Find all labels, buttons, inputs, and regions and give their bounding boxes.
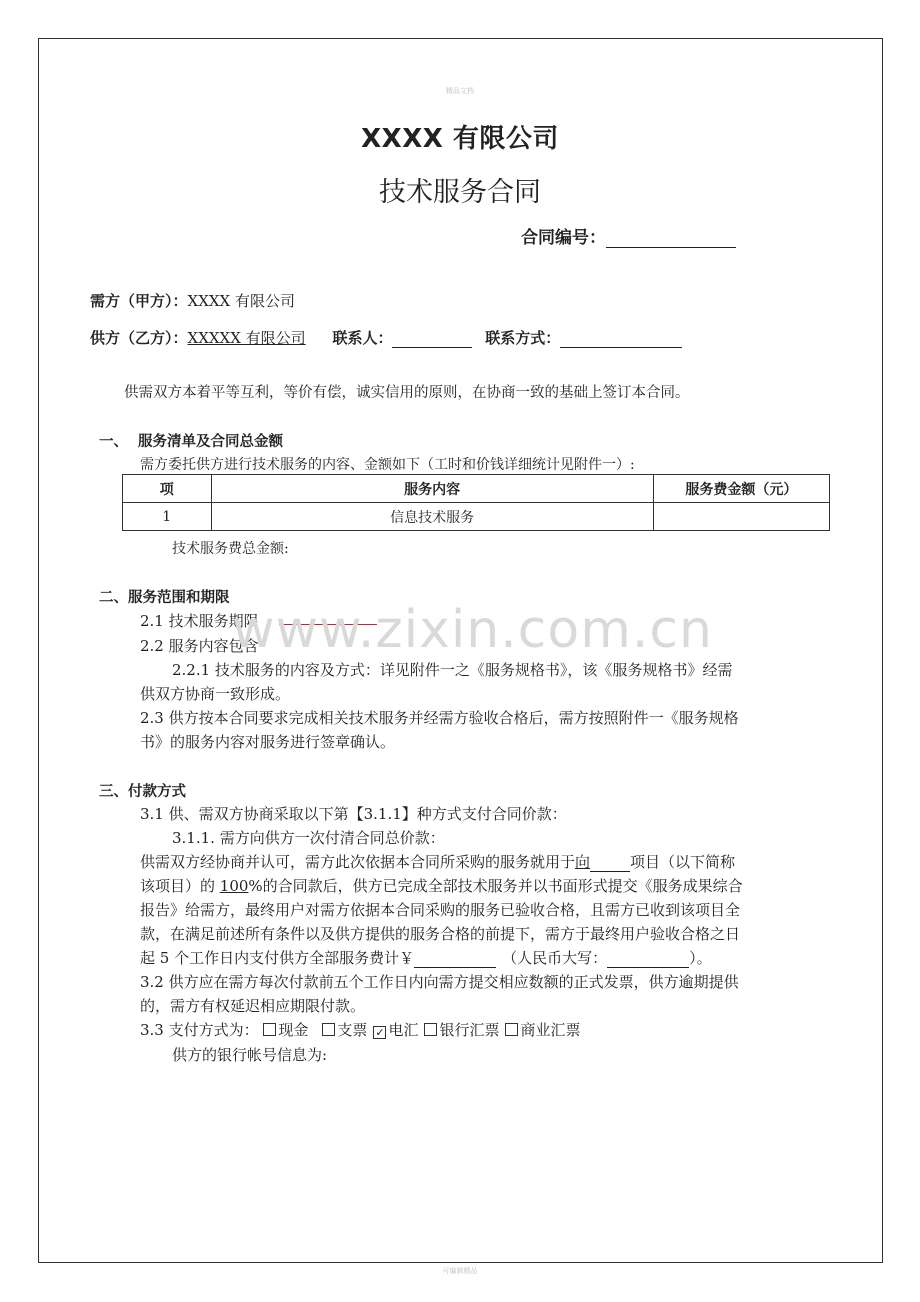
party-a-label: 需方（甲方）： — [90, 292, 188, 310]
party-b-label: 供方（乙方）： — [90, 329, 188, 347]
section-2-heading: 二、服务范围和期限 — [99, 590, 230, 606]
checkbox-icon[interactable] — [505, 1023, 518, 1036]
payment-percent: 100 — [219, 877, 249, 895]
footer-note: 可编辑精品 — [442, 1267, 478, 1275]
section-1-title: 服务清单及合同总金额 — [138, 434, 283, 450]
section-1-heading — [99, 430, 283, 451]
payment-options — [263, 1021, 586, 1039]
table-row — [123, 503, 830, 531]
payment-option[interactable] — [373, 1021, 418, 1039]
item-2-2-1-line1: 2.2.1 技术服务的内容及方式：详见附件一之《服务规格书》，该《服务规格书》经需 — [172, 661, 733, 679]
contract-number-blank[interactable] — [606, 229, 736, 248]
watermark: www.zixin.com.cn — [232, 600, 713, 660]
payment-para-line1 — [140, 851, 735, 872]
project-name-blank[interactable] — [590, 855, 630, 872]
party-a-line — [90, 290, 295, 311]
checkbox-icon[interactable] — [263, 1023, 276, 1036]
item-2-3-line2: 书》的服务内容对服务进行签章确认。 — [140, 733, 396, 751]
party-b-line — [90, 327, 682, 348]
col-header-item: 项 — [123, 475, 212, 503]
payment-option[interactable] — [505, 1021, 580, 1039]
item-3-2-line2: 的，需方有权延迟相应期限付款。 — [140, 997, 366, 1015]
item-3-1-1: 3.1.1. 需方向供方一次付清合同总价款： — [172, 829, 445, 847]
col-header-amount: 服务费金额（元） — [653, 475, 829, 503]
item-2-2-1-line2: 供双方协商一致形成。 — [140, 685, 291, 703]
contact-label: 联系人： — [332, 329, 393, 347]
payment-para-text: 供需双方经协商并认可，需方此次依据本合同所采购的服务就用于 — [140, 853, 576, 871]
item-2-2: 2.2 服务内容包含 — [140, 637, 259, 655]
payment-para-line2 — [140, 875, 743, 896]
document-title: XXXX 有限公司 — [361, 124, 559, 154]
header-note: 精品文档 — [446, 87, 474, 95]
payment-para-text: 该项目）的 — [140, 877, 220, 895]
payment-para-line4: 款，在满足前述所有条件以及供方提供的服务合格的前提下，需方于最终用户验收合格之日 — [140, 925, 741, 943]
item-3-2-line1: 3.2 供方应在需方每次付款前五个工作日内向需方提交相应数额的正式发票，供方逾期提供 — [140, 973, 739, 991]
amount-figure-blank[interactable] — [414, 951, 496, 968]
party-b-name: XXXXX 有限公司 — [187, 329, 306, 347]
payment-option-label: 电汇 — [388, 1021, 419, 1039]
payment-option-label: 现金 — [278, 1021, 309, 1039]
payment-method-line — [140, 1019, 586, 1040]
document-subtitle: 技术服务合同 — [379, 177, 541, 208]
service-table — [122, 474, 830, 531]
section-3-heading: 三、付款方式 — [99, 784, 186, 800]
contract-number — [521, 223, 736, 248]
table-header-row — [123, 475, 830, 503]
cell-content: 信息技术服务 — [211, 503, 653, 531]
section-1-lead: 需方委托供方进行技术服务的内容、金额如下（工时和价钱详细统计见附件一）: — [140, 457, 635, 473]
contact-blank[interactable] — [392, 331, 472, 348]
section-1-number: 一、 — [99, 434, 128, 450]
item-3-1: 3.1 供、需双方协商采取以下第【3.1.1】种方式支付合同价款： — [140, 805, 567, 823]
payment-method-label: 3.3 支付方式为： — [140, 1021, 259, 1039]
project-prefix: 向 — [575, 853, 591, 871]
contract-number-label: 合同编号： — [521, 228, 606, 248]
cell-item: 1 — [123, 503, 212, 531]
party-a-name: XXXX 有限公司 — [187, 292, 295, 310]
payment-option[interactable] — [263, 1021, 308, 1039]
col-header-content: 服务内容 — [211, 475, 653, 503]
payment-option-label: 商业汇票 — [520, 1021, 581, 1039]
payment-option[interactable] — [424, 1021, 499, 1039]
checkbox-icon[interactable] — [322, 1023, 335, 1036]
payment-para-text: 起 5 个工作日内支付供方全部服务费计￥ — [140, 949, 415, 967]
payment-option-label: 支票 — [337, 1021, 368, 1039]
checkbox-checked-icon[interactable]: ✓ — [375, 1026, 385, 1039]
checkbox-icon[interactable] — [424, 1023, 437, 1036]
payment-para-line3: 报告》给需方，最终用户对需方依据本合同采购的服务已验收合格，且需方已收到该项目全 — [140, 901, 741, 919]
cell-amount[interactable] — [653, 503, 829, 531]
amount-words-blank[interactable] — [607, 951, 689, 968]
contact-method-label: 联系方式： — [485, 329, 561, 347]
payment-para-text: 项目（以下简称 — [630, 853, 736, 871]
payment-option-label: 银行汇票 — [439, 1021, 500, 1039]
payment-option[interactable] — [322, 1021, 367, 1039]
intro-paragraph: 供需双方本着平等互利，等价有偿，诚实信用的原则，在协商一致的基础上签订本合同。 — [124, 385, 690, 401]
payment-para-text: （人民币大写： — [502, 949, 608, 967]
bank-info-label: 供方的银行帐号信息为: — [172, 1046, 328, 1064]
contact-method-blank[interactable] — [560, 331, 682, 348]
item-2-1: 2.1 技术服务期限 — [140, 612, 259, 630]
payment-para-text: ）。 — [689, 949, 712, 967]
total-amount-label: 技术服务费总金额: — [172, 541, 289, 557]
payment-para-line5 — [140, 947, 712, 968]
item-2-3-line1: 2.3 供方按本合同要求完成相关技术服务并经需方验收合格后，需方按照附件一《服务规格 — [140, 709, 739, 727]
payment-para-text: %的合同款后，供方已完成全部技术服务并以书面形式提交《服务成果综合 — [248, 877, 743, 895]
